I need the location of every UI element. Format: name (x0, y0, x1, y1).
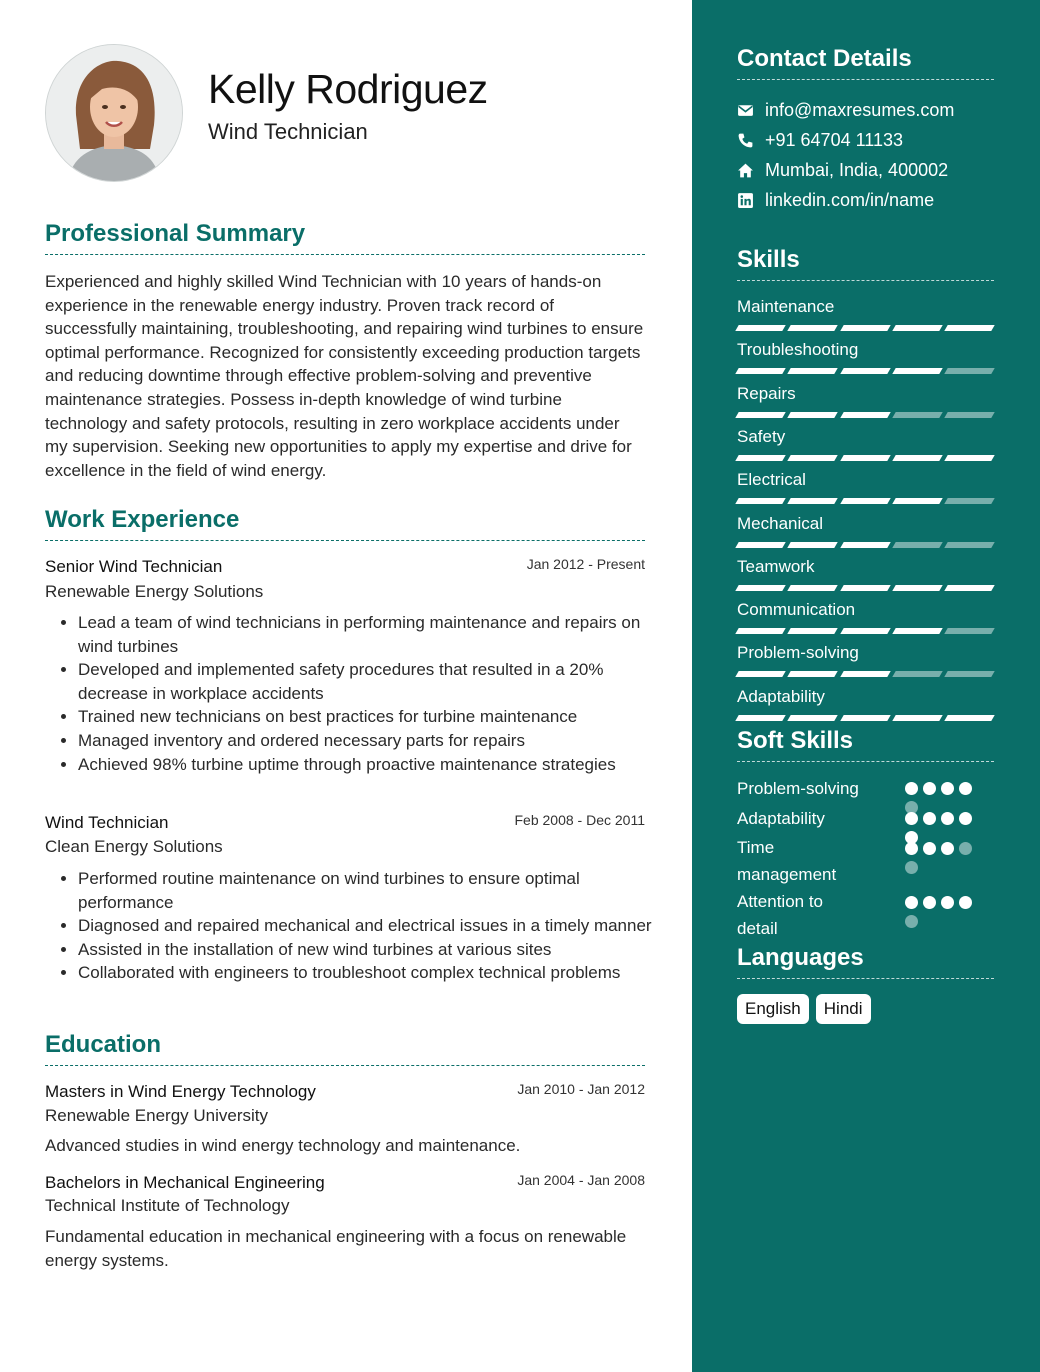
skill-bar-segment (840, 715, 890, 721)
skill-bar-segment (892, 455, 942, 461)
degree-date: Jan 2010 - Jan 2012 (517, 1081, 645, 1097)
skill-bar-segment (840, 368, 890, 374)
skill-bar-segment (735, 585, 785, 591)
skill-bar-segment (840, 628, 890, 634)
degree-date: Jan 2004 - Jan 2008 (517, 1172, 645, 1188)
skill-bar (737, 628, 993, 634)
skill-bar-segment (840, 455, 890, 461)
soft-skill-label: Time management (737, 838, 837, 884)
skill-bar-segment (892, 325, 942, 331)
language-tag: Hindi (816, 994, 871, 1024)
skill-bar-segment (892, 585, 942, 591)
skill-bar (737, 368, 993, 374)
rating-dot (941, 782, 954, 795)
contact-phone[interactable] (737, 130, 903, 151)
skill-bar (737, 325, 993, 331)
skill-bar-segment (944, 542, 994, 548)
skill-bar-segment (944, 498, 994, 504)
skill-bar (737, 412, 993, 418)
home-icon (737, 162, 754, 179)
skill-label: Communication (737, 600, 856, 619)
rating-dot (959, 782, 972, 795)
phone-icon (737, 132, 754, 149)
rating-dot (959, 842, 972, 855)
rating-dot (905, 812, 918, 825)
skill-label: Mechanical (737, 514, 823, 533)
language-tag: English (737, 994, 809, 1024)
skill-bar-segment (944, 585, 994, 591)
contact-phone-text: +91 64704 11133 (765, 130, 903, 150)
soft-skill-dots (905, 782, 985, 814)
skill-bar-segment (788, 542, 838, 548)
experience-heading: Work Experience (45, 506, 645, 541)
skill-bar (737, 715, 993, 721)
linkedin-icon (737, 192, 754, 209)
rating-dot (923, 782, 936, 795)
degree-description: Fundamental education in mechanical engineering with a focus on renewable energy systems. (45, 1227, 627, 1270)
skill-bar-segment (788, 628, 838, 634)
skill-bar-segment (840, 671, 890, 677)
contact-address-text: Mumbai, India, 400002 (765, 160, 949, 180)
skill-bar-segment (735, 671, 785, 677)
skill-bar-segment (944, 628, 994, 634)
rating-dot (959, 812, 972, 825)
job-company: Renewable Energy Solutions (45, 582, 264, 601)
job-bullets (45, 611, 678, 776)
job-bullet: • Developed and implemented safety procedures that resulted in a 20% decrease in workplace accidents (78, 658, 678, 705)
skill-bar-segment (892, 368, 942, 374)
soft-skill-label: Attention to detail (737, 892, 824, 938)
skill-bar (737, 671, 993, 677)
skill-bar-segment (735, 455, 785, 461)
skill-bar-segment (735, 498, 785, 504)
skill-bar-segment (944, 412, 994, 418)
skill-bar-segment (735, 715, 785, 721)
skill-bar-segment (840, 585, 890, 591)
soft-skill-dots (905, 896, 985, 928)
soft-skill-label: Problem-solving (737, 779, 859, 798)
education-heading: Education (45, 1031, 645, 1066)
skill-bar-segment (892, 628, 942, 634)
languages-list (737, 994, 871, 1024)
skill-label: Teamwork (737, 557, 815, 576)
skill-bar-segment (892, 715, 942, 721)
skill-bar-segment (892, 671, 942, 677)
job-bullets (45, 867, 678, 985)
degree-title: Masters in Wind Energy Technology (45, 1082, 316, 1101)
skill-bar-segment (788, 671, 838, 677)
summary-text: Experienced and highly skilled Wind Technician with 10 years of hands-on experience in the renewable energy industry. Proven track record of successfully maintaining, troubleshooting, and repairing wind turbines to ensure optimal performance. Recognized for consistently exceeding production targets and reducing downtime through effective problem-solving and preventive maintenance strategies. Possess in-depth knowledge of wind turbine technology and safety protocols, resulting in zero workplace accidents under my supervision. Seeking new opportunities to apply my expertise and drive for excellence in the field of wind energy. (45, 272, 644, 480)
skill-bar-segment (735, 542, 785, 548)
contact-linkedin-text: linkedin.com/in/name (765, 190, 935, 210)
skill-label: Adaptability (737, 687, 825, 706)
rating-dot (905, 842, 918, 855)
skill-bar-segment (944, 325, 994, 331)
degree-title: Bachelors in Mechanical Engineering (45, 1173, 325, 1192)
job-bullet: • Lead a team of wind technicians in performing maintenance and repairs on wind turbines (78, 611, 678, 658)
envelope-icon (737, 102, 754, 119)
job-date: Feb 2008 - Dec 2011 (514, 812, 645, 828)
job-bullet: • Managed inventory and ordered necessary parts for repairs (78, 729, 678, 753)
skill-bar-segment (840, 498, 890, 504)
skill-bar-segment (892, 498, 942, 504)
candidate-title: Wind Technician (208, 119, 368, 144)
job-company: Clean Energy Solutions (45, 837, 223, 856)
skill-bar-segment (840, 325, 890, 331)
skill-bar-segment (788, 412, 838, 418)
degree-description: Advanced studies in wind energy technology and maintenance. (45, 1136, 521, 1155)
skill-bar (737, 498, 993, 504)
job-date: Jan 2012 - Present (526, 556, 645, 572)
skill-bar-segment (944, 715, 994, 721)
soft-skill-dots (905, 812, 985, 844)
rating-dot (941, 896, 954, 909)
summary-heading: Professional Summary (45, 220, 645, 255)
soft-skill-dots (905, 842, 985, 874)
skill-label: Electrical (737, 470, 806, 489)
soft-skills-heading: Soft Skills (737, 727, 994, 762)
rating-dot (905, 896, 918, 909)
skill-bar-segment (944, 455, 994, 461)
rating-dot (941, 842, 954, 855)
rating-dot (923, 896, 936, 909)
contact-email[interactable] (737, 100, 954, 121)
job-title: Wind Technician (45, 813, 169, 832)
skill-bar-segment (840, 542, 890, 548)
contact-address (737, 160, 948, 181)
skill-label: Problem-solving (737, 643, 859, 662)
skill-bar-segment (735, 368, 785, 374)
profile-photo (45, 44, 183, 182)
job-bullet: • Trained new technicians on best practices for turbine maintenance (78, 705, 678, 729)
languages-heading: Languages (737, 944, 994, 979)
avatar-icon (46, 45, 182, 181)
rating-dot (941, 812, 954, 825)
school-name: Renewable Energy University (45, 1106, 268, 1125)
soft-skill-label: Adaptability (737, 809, 825, 828)
skill-bar-segment (735, 628, 785, 634)
contact-email-text: info@maxresumes.com (765, 100, 955, 120)
rating-dot (905, 861, 918, 874)
skill-bar-segment (788, 455, 838, 461)
skill-bar-segment (788, 715, 838, 721)
job-bullet: • Assisted in the installation of new wind turbines at various sites (78, 938, 678, 962)
skill-bar-segment (788, 368, 838, 374)
candidate-name: Kelly Rodriguez (208, 66, 488, 112)
job-bullet: • Performed routine maintenance on wind turbines to ensure optimal performance (78, 867, 678, 914)
skills-heading: Skills (737, 246, 994, 281)
contact-heading: Contact Details (737, 45, 994, 80)
skill-bar (737, 585, 993, 591)
skill-bar-segment (735, 325, 785, 331)
skill-label: Troubleshooting (737, 340, 859, 359)
rating-dot (905, 782, 918, 795)
rating-dot (923, 842, 936, 855)
rating-dot (905, 915, 918, 928)
skill-bar-segment (944, 671, 994, 677)
rating-dot (959, 896, 972, 909)
skill-bar-segment (735, 412, 785, 418)
rating-dot (923, 812, 936, 825)
skill-label: Repairs (737, 384, 796, 403)
skill-bar-segment (944, 368, 994, 374)
contact-linkedin[interactable] (737, 190, 934, 211)
sidebar (692, 0, 1040, 1372)
skill-bar (737, 542, 993, 548)
skill-bar-segment (788, 498, 838, 504)
skill-label: Safety (737, 427, 786, 446)
job-bullet: • Achieved 98% turbine uptime through proactive maintenance strategies (78, 753, 678, 777)
skill-label: Maintenance (737, 297, 835, 316)
skill-bar-segment (788, 585, 838, 591)
skill-bar-segment (892, 542, 942, 548)
skill-bar-segment (840, 412, 890, 418)
job-title: Senior Wind Technician (45, 557, 223, 576)
job-bullet: • Collaborated with engineers to troubleshoot complex technical problems (78, 961, 678, 985)
skill-bar-segment (788, 325, 838, 331)
skill-bar (737, 455, 993, 461)
skill-bar-segment (892, 412, 942, 418)
job-bullet: • Diagnosed and repaired mechanical and electrical issues in a timely manner (78, 914, 678, 938)
school-name: Technical Institute of Technology (45, 1196, 290, 1215)
